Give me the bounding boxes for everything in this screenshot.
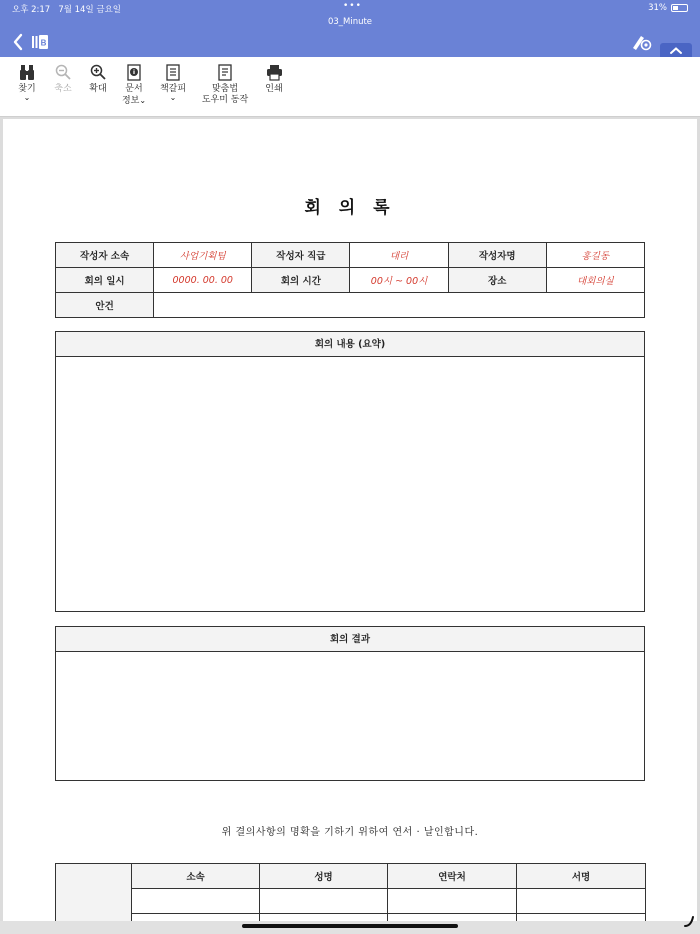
sign-cell[interactable] — [132, 889, 260, 914]
app-header — [0, 0, 700, 57]
print-button[interactable] — [261, 64, 287, 95]
author-dept-label: 작성자 소속 — [56, 243, 154, 268]
meeting-date-label: 회의 일시 — [56, 268, 154, 293]
sign-cell[interactable] — [132, 914, 260, 922]
back-arrow-icon[interactable] — [10, 32, 28, 52]
print-label: 인쇄 — [265, 84, 283, 94]
author-rank-label: 작성자 직급 — [252, 243, 350, 268]
battery-icon — [671, 4, 688, 12]
zoom-in-label: 확대 — [89, 84, 107, 94]
minutes-title: 회 의 록 — [304, 198, 396, 218]
document-info-label-2: 정보 — [121, 96, 140, 106]
multitask-dots[interactable]: ••• — [343, 1, 362, 11]
meeting-date-value[interactable]: 0000. 00. 00 — [154, 268, 252, 293]
bookmark-document-icon — [166, 64, 180, 81]
sign-header-signature: 서명 — [517, 864, 646, 889]
status-time: 오후 2:17 7월 14일 금요일 — [12, 5, 122, 15]
battery-status: 31% — [648, 3, 688, 13]
signature-table — [55, 863, 646, 921]
chevron-down-icon: ⌄ — [139, 96, 147, 105]
chevron-down-icon: ⌄ — [23, 93, 31, 102]
author-rank-value[interactable]: 대리 — [350, 243, 448, 268]
sign-header-dept: 소속 — [132, 864, 260, 889]
sign-cell[interactable] — [260, 889, 388, 914]
printer-icon — [266, 64, 283, 81]
author-dept-value[interactable]: 사업기획팀 — [154, 243, 252, 268]
zoom-in-icon — [90, 64, 106, 81]
chevron-up-icon — [660, 44, 692, 58]
svg-text:B: B — [40, 38, 47, 48]
sign-cell[interactable] — [388, 914, 517, 922]
library-icon[interactable] — [31, 32, 49, 52]
info-document-icon — [127, 64, 141, 81]
meeting-time-label: 회의 시간 — [252, 268, 350, 293]
spellcheck-document-icon — [218, 64, 232, 81]
spellcheck-button[interactable] — [200, 64, 250, 106]
spellcheck-label-1: 맞춤법 — [211, 84, 239, 94]
sign-header-contact: 연락처 — [388, 864, 517, 889]
chevron-down-icon: ⌄ — [169, 93, 177, 102]
zoom-in-button[interactable] — [85, 64, 111, 95]
agenda-label: 안건 — [56, 293, 154, 318]
document-page[interactable] — [3, 119, 697, 921]
sign-header-name: 성명 — [260, 864, 388, 889]
meeting-result-header: 회의 결과 — [56, 627, 644, 652]
spellcheck-label-2: 도우미 동작 — [201, 95, 249, 105]
document-info-label-1: 문서 — [125, 84, 143, 94]
agenda-value[interactable] — [154, 293, 645, 318]
find-button[interactable] — [14, 64, 40, 101]
meeting-time-value[interactable]: 00시 ~ 00시 — [350, 268, 448, 293]
author-name-label: 작성자명 — [448, 243, 546, 268]
zoom-out-button[interactable] — [50, 64, 76, 95]
binoculars-icon — [19, 64, 35, 81]
document-info-button[interactable] — [120, 64, 148, 107]
pen-corner-icon[interactable] — [683, 914, 695, 928]
bookmark-button[interactable] — [158, 64, 188, 101]
meeting-summary-box[interactable] — [55, 331, 645, 612]
sign-cell[interactable] — [260, 914, 388, 922]
meeting-result-box[interactable] — [55, 626, 645, 781]
document-title: 03_Minute — [327, 17, 373, 27]
zoom-out-label: 축소 — [54, 84, 72, 94]
author-name-value[interactable]: 홍길동 — [546, 243, 644, 268]
toolbar — [0, 57, 700, 117]
zoom-out-icon — [55, 64, 71, 81]
sign-cell[interactable] — [517, 889, 646, 914]
signature-side-cell — [56, 864, 132, 922]
find-label: 찾기 — [18, 84, 36, 94]
home-indicator[interactable] — [242, 924, 458, 928]
declaration-text: 위 결의사항의 명확을 기하기 위하여 연서 · 날인합니다. — [221, 827, 479, 838]
sign-cell[interactable] — [388, 889, 517, 914]
pen-edit-icon[interactable] — [631, 33, 653, 51]
meeting-info-table — [55, 242, 645, 318]
meeting-summary-header: 회의 내용 (요약) — [56, 332, 644, 357]
collapse-toolbar-button[interactable] — [660, 43, 692, 57]
sign-cell[interactable] — [517, 914, 646, 922]
meeting-place-value[interactable]: 대회의실 — [546, 268, 644, 293]
bookmark-label: 책갈피 — [159, 84, 187, 94]
meeting-place-label: 장소 — [448, 268, 546, 293]
